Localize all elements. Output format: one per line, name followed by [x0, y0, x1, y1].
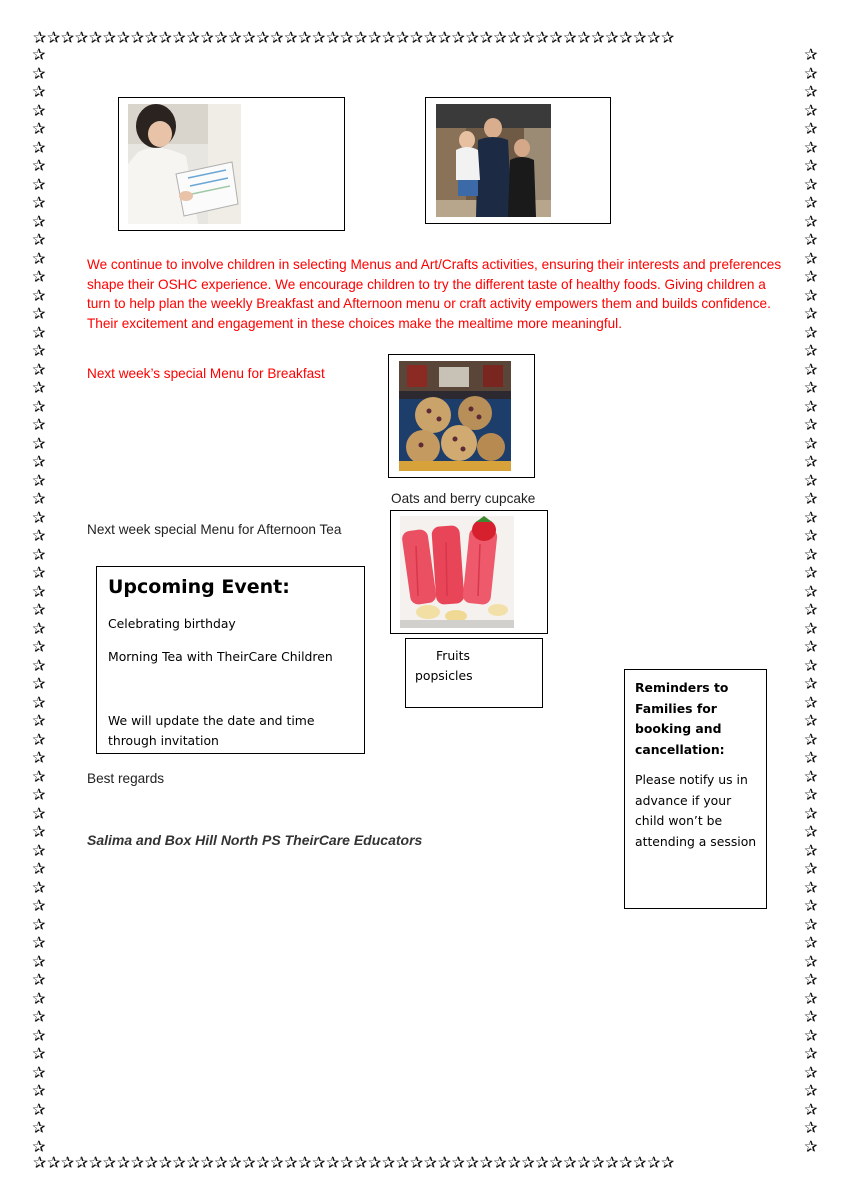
- upcoming-event-box: [96, 566, 365, 754]
- photo-frame-child-writing: [118, 97, 345, 231]
- oat-cupcake-photo: [399, 361, 511, 471]
- star-border-top: ✰✰✰✰✰✰✰✰✰✰✰✰✰✰✰✰✰✰✰✰✰✰✰✰✰✰✰✰✰✰✰✰✰✰✰✰✰✰✰✰✰✰✰✰✰✰: [33, 28, 675, 47]
- family-photo: [436, 104, 551, 217]
- afternoon-tea-label: Next week special Menu for Afternoon Tea: [87, 522, 342, 537]
- event-line-invitation: through invitation: [108, 733, 219, 748]
- reminder-body: Please notify us in advance if your child won’t be attending a session: [635, 772, 757, 849]
- photo-frame-family: [425, 97, 611, 224]
- event-line-birthday: Celebrating birthday: [108, 616, 236, 631]
- breakfast-menu-label: Next week’s special Menu for Breakfast: [87, 366, 325, 381]
- star-border-left: ✰ ✰ ✰ ✰ ✰ ✰ ✰ ✰ ✰ ✰ ✰ ✰ ✰ ✰ ✰ ✰ ✰ ✰ ✰ ✰ ✰ ✰ ✰ ✰ ✰ ✰ ✰ ✰ ✰ ✰ ✰ ✰ ✰ ✰ ✰ ✰ ✰ ✰ ✰ ✰ ✰ ✰ ✰ ✰ ✰ ✰ ✰ ✰ ✰ ✰ ✰ ✰ ✰ ✰ ✰ ✰ ✰ ✰ ✰ ✰: [32, 46, 46, 1154]
- star-border-right: ✰ ✰ ✰ ✰ ✰ ✰ ✰ ✰ ✰ ✰ ✰ ✰ ✰ ✰ ✰ ✰ ✰ ✰ ✰ ✰ ✰ ✰ ✰ ✰ ✰ ✰ ✰ ✰ ✰ ✰ ✰ ✰ ✰ ✰ ✰ ✰ ✰ ✰ ✰ ✰ ✰ ✰ ✰ ✰ ✰ ✰ ✰ ✰ ✰ ✰ ✰ ✰ ✰ ✰ ✰ ✰ ✰ ✰ ✰ ✰: [804, 46, 818, 1154]
- reminder-heading: Reminders to Families for booking and cancellation:: [635, 680, 729, 757]
- child-writing-photo: [128, 104, 241, 224]
- popsicles-caption-line2: popsicles: [415, 668, 473, 683]
- breakfast-caption: Oats and berry cupcake: [391, 491, 536, 506]
- event-line-morning-tea: Morning Tea with TheirCare Children: [108, 649, 333, 664]
- closing-text: Best regards: [87, 771, 165, 786]
- upcoming-event-title: Upcoming Event:: [108, 576, 290, 598]
- popsicles-caption-box: [405, 638, 543, 708]
- popsicles-caption-line1: Fruits: [436, 648, 470, 663]
- signature: Salima and Box Hill North PS TheirCare Educators: [87, 832, 423, 848]
- popsicles-photo: [400, 516, 514, 628]
- photo-frame-cupcake: [388, 354, 535, 478]
- photo-frame-popsicles: [390, 510, 548, 634]
- reminder-box: [624, 669, 767, 909]
- event-line-update: We will update the date and time: [108, 713, 315, 728]
- intro-paragraph: We continue to involve children in selecting Menus and Art/Crafts activities, ensuring their interests and preferences shape their OSHC experience. We encourage children to try the different taste of healthy foods. Giving children a turn to help plan the weekly Breakfast and Afternoon menu or craft activity empowers them and builds confidence. Their excitement and engagement in these choices make the mealtime more meaningful.: [87, 257, 782, 331]
- star-border-bottom: ✰✰✰✰✰✰✰✰✰✰✰✰✰✰✰✰✰✰✰✰✰✰✰✰✰✰✰✰✰✰✰✰✰✰✰✰✰✰✰✰✰✰✰✰✰✰: [33, 1153, 675, 1172]
